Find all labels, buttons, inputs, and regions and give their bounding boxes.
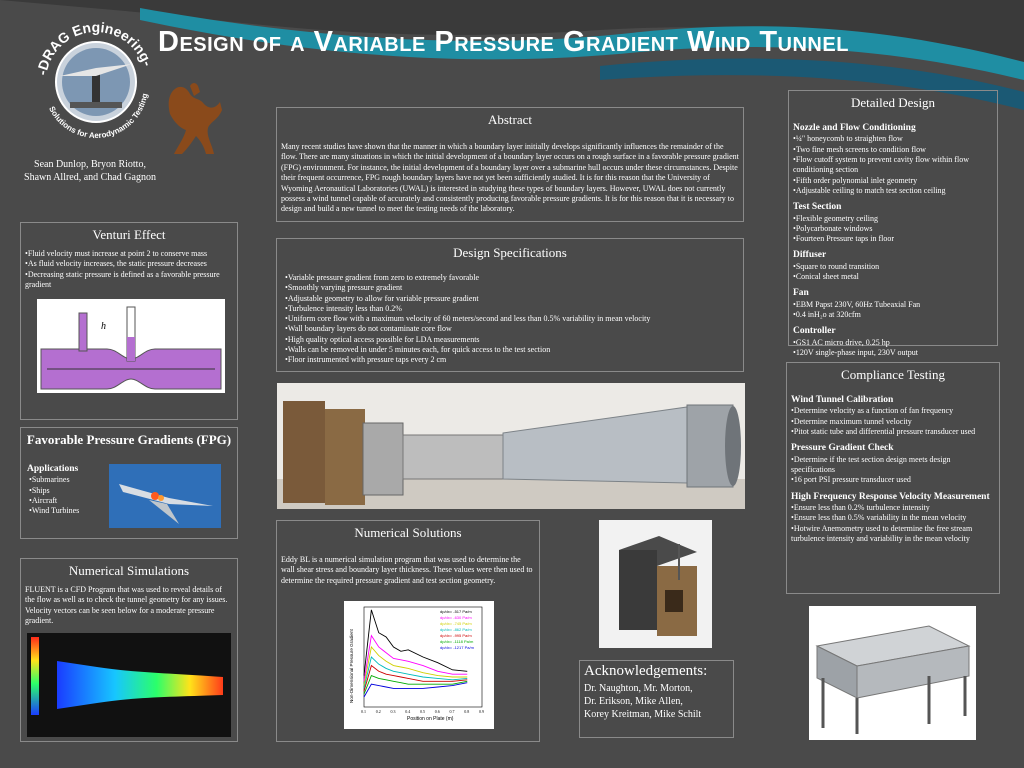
list-item: • Polycarbonate windows: [793, 224, 993, 234]
list-item: • EBM Papst 230V, 60Hz Tubeaxial Fan: [793, 300, 993, 310]
list-item: • 120V single-phase input, 230V output: [793, 348, 993, 358]
legend-entry: dp/dx= -1118 Pa/m: [440, 639, 474, 644]
list-item: • Submarines: [29, 475, 79, 485]
list-item: • Fourteen Pressure taps in floor: [793, 234, 993, 244]
legend-entry: dp/dx= -862 Pa/m: [440, 627, 472, 632]
design-specs-heading: Design Specifications: [453, 245, 567, 260]
abstract-text: Many recent studies have shown that the manner in which a boundary layer initially develops significantly influences the remainder of the flow. There are many situations in which the initial development of a boundary layer occurs on a rough surface in a favorable pressure gradient (FPG) environment. For instance, the initial development of a boundary layer over a submarine hull occurs under these circumstances. Despite their frequent occurrence, FPG rough boundary layers have not yet been sufficiently studied. It is for this reason that the University of Wyoming Aeronautical Laboratories (UWAL) is interested in studying these types of boundary layers. However, UWAL does not currently possess a wind tunnel capable of accurately and consistently producing favorable pressure gradients. It is for this reason that it is necessary to design and build a new tunnel to meet the testing needs of the laboratory.: [281, 142, 739, 214]
section-list: [791, 503, 995, 544]
list-item: • Wall boundary layers do not contaminate core flow: [285, 324, 739, 334]
list-item: • Pitot static tube and differential pressure transducer used: [791, 427, 995, 437]
list-item: • Variable pressure gradient from zero to extremely favorable: [285, 273, 739, 283]
logo-text-top: -DRAG Engineering-: [33, 18, 157, 77]
aircraft-image: [109, 464, 221, 528]
list-item: • Floor instrumented with pressure taps every 2 cm: [285, 355, 739, 365]
list-item: • Adjustable ceiling to match test section ceiling: [793, 186, 993, 196]
list-item: • Smoothly varying pressure gradient: [285, 283, 739, 293]
list-item: • Adjustable geometry to allow for variable pressure gradient: [285, 294, 739, 304]
section-list: [793, 262, 993, 283]
simulations-panel: [20, 558, 238, 742]
section-list: [791, 455, 995, 486]
drag-engineering-logo: [30, 16, 162, 148]
abstract-heading: Abstract: [487, 112, 533, 127]
solutions-heading: Numerical Solutions: [354, 525, 462, 540]
fpg-heading: Favorable Pressure Gradients (FPG): [26, 432, 232, 447]
list-item: • Square to round transition: [793, 262, 993, 272]
section-list: [791, 406, 995, 437]
pressure-gradient-chart: [344, 601, 494, 729]
venturi-list: [21, 249, 237, 290]
section-heading: Fan: [793, 288, 809, 299]
design-specs-list: [277, 273, 743, 366]
section-heading: Diffuser: [793, 250, 827, 261]
x-axis-label: Position on Plate (m): [407, 716, 454, 722]
section-heading: Wind Tunnel Calibration: [791, 395, 894, 405]
list-item: • GS1 AC micro drive, 0.25 hp: [793, 338, 993, 348]
design-specs-panel: [276, 238, 744, 372]
acknowledgements-line-3: Korey Kreitman, Mike Schilt: [584, 709, 702, 720]
list-item: • Determine maximum tunnel velocity: [791, 417, 995, 427]
legend-entry: dp/dx= -745 Pa/m: [440, 621, 472, 626]
venturi-diagram: [37, 299, 225, 393]
section-list: [793, 300, 993, 321]
section-list: [793, 338, 993, 359]
detailed-design-heading: Detailed Design: [850, 95, 936, 110]
x-tick-label: 0.1: [361, 709, 366, 714]
section-heading: Pressure Gradient Check: [791, 443, 894, 454]
list-item: • Walls can be removed in under 5 minutes each, for quick access to the test section: [285, 345, 739, 355]
bucking-horse-icon: [164, 80, 226, 158]
section-heading: Nozzle and Flow Conditioning: [793, 123, 916, 133]
list-item: • Conical sheet metal: [793, 272, 993, 282]
poster-title: Design of a Variable Pressure Gradient Wind Tunnel: [158, 26, 849, 58]
x-tick-label: 0.6: [434, 709, 440, 714]
detailed-design-panel: [788, 90, 998, 358]
x-tick-label: 0.9: [479, 709, 484, 714]
acknowledgements-heading: Acknowledgements:: [584, 663, 708, 679]
abstract-panel: [276, 107, 744, 222]
applications-heading: Applications: [27, 464, 79, 474]
section-heading: High Frequency Response Velocity Measurement: [791, 491, 990, 502]
legend-entry: dp/dx= -995 Pa/m: [440, 633, 472, 638]
legend-entry: dp/dx= -517 Pa/m: [440, 609, 472, 614]
section-list: [793, 134, 993, 196]
legend-entry: dp/dx= -1217 Pa/m: [440, 645, 474, 650]
list-item: • Determine if the test section design meets design specifications: [791, 455, 995, 476]
compliance-body: [787, 395, 999, 544]
list-item: • Determine velocity as a function of fan frequency: [791, 406, 995, 416]
list-item: • Fifth order polynomial inlet geometry: [793, 176, 993, 186]
solutions-text: Eddy BL is a numerical simulation program that was used to determine the wall shear stress and boundary layer thickness. These values were then used to determine the required pressure gradient and test section geometry.: [281, 555, 533, 585]
section-heading: Controller: [793, 326, 836, 337]
acknowledgements-panel: [579, 660, 734, 738]
list-item: • Hotwire Anemometry used to determine the free stream turbulence intensity and variability in the mean velocity: [791, 524, 995, 545]
x-tick-label: 0.8: [464, 709, 470, 714]
solutions-panel: [276, 520, 540, 742]
compliance-panel: [786, 362, 1000, 594]
list-item: • Fluid velocity must increase at point 2 to conserve mass: [25, 249, 233, 259]
series-line: [364, 676, 467, 695]
compliance-heading: Compliance Testing: [841, 367, 945, 382]
height-label: h: [101, 321, 106, 332]
cfd-velocity-plot: [27, 633, 231, 737]
simulations-text: FLUENT is a CFD Program that was used to reveal details of the flow as well as to check the tunnel geometry for any issues. Velocity vectors can be seen below for a moderate pressure gradient.: [25, 585, 228, 626]
applications-list: [27, 475, 79, 516]
list-item: • ¼" honeycomb to straighten flow: [793, 134, 993, 144]
list-item: • Ships: [29, 486, 79, 496]
list-item: • High quality optical access possible for LDA measurements: [285, 335, 739, 345]
test-section-photo: [599, 520, 712, 648]
x-tick-label: 0.3: [390, 709, 396, 714]
list-item: • Flow cutoff system to prevent cavity flow within flow conditioning section: [793, 155, 993, 176]
y-axis-label: Non-Dimensional Pressure Gradient: [349, 629, 354, 703]
acknowledgements-line-1: Dr. Naughton, Mr. Morton,: [584, 683, 693, 694]
list-item: • Uniform core flow with a maximum velocity of 60 meters/second and less than 0.5% variability in mean velocity: [285, 314, 739, 324]
x-tick-label: 0.7: [449, 709, 455, 714]
list-item: • Two fine mesh screens to condition flow: [793, 145, 993, 155]
logo-text-bottom: Solutions for Aerodynamic Testing: [47, 92, 150, 141]
wind-tunnel-photo: [277, 383, 745, 509]
list-item: • Turbulence intensity less than 0.2%: [285, 304, 739, 314]
fpg-panel: [20, 427, 238, 539]
simulations-heading: Numerical Simulations: [68, 563, 190, 578]
legend-entry: dp/dx= -630 Pa/m: [440, 615, 472, 620]
list-item: • Ensure less than 0.5% variability in the mean velocity: [791, 513, 995, 523]
x-tick-label: 0.4: [405, 709, 411, 714]
list-item: • Wind Turbines: [29, 506, 79, 516]
x-tick-label: 0.5: [420, 709, 425, 714]
list-item: • 0.4 inH₂o at 320cfm: [793, 310, 993, 320]
fpg-body: [23, 464, 83, 517]
list-item: • Decreasing static pressure is defined as a favorable pressure gradient: [25, 270, 233, 291]
list-item: • Ensure less than 0.2% turbulence intensity: [791, 503, 995, 513]
wind-tunnel-render: [809, 606, 976, 740]
venturi-heading: Venturi Effect: [92, 227, 166, 242]
venturi-panel: [20, 222, 238, 420]
section-heading: Test Section: [793, 202, 842, 213]
section-list: [793, 214, 993, 245]
list-item: • As fluid velocity increases, the static pressure decreases: [25, 259, 233, 269]
list-item: • 16 port PSI pressure transducer used: [791, 475, 995, 485]
detailed-design-body: [789, 123, 997, 358]
x-tick-label: 0.2: [375, 709, 381, 714]
series-line: [364, 683, 467, 697]
author-list: Sean Dunlop, Bryon Riotto, Shawn Allred, and Chad Gagnon: [24, 159, 156, 183]
list-item: • Aircraft: [29, 496, 79, 506]
list-item: • Flexible geometry ceiling: [793, 214, 993, 224]
acknowledgements-line-2: Dr. Erikson, Mike Allen,: [584, 696, 683, 707]
